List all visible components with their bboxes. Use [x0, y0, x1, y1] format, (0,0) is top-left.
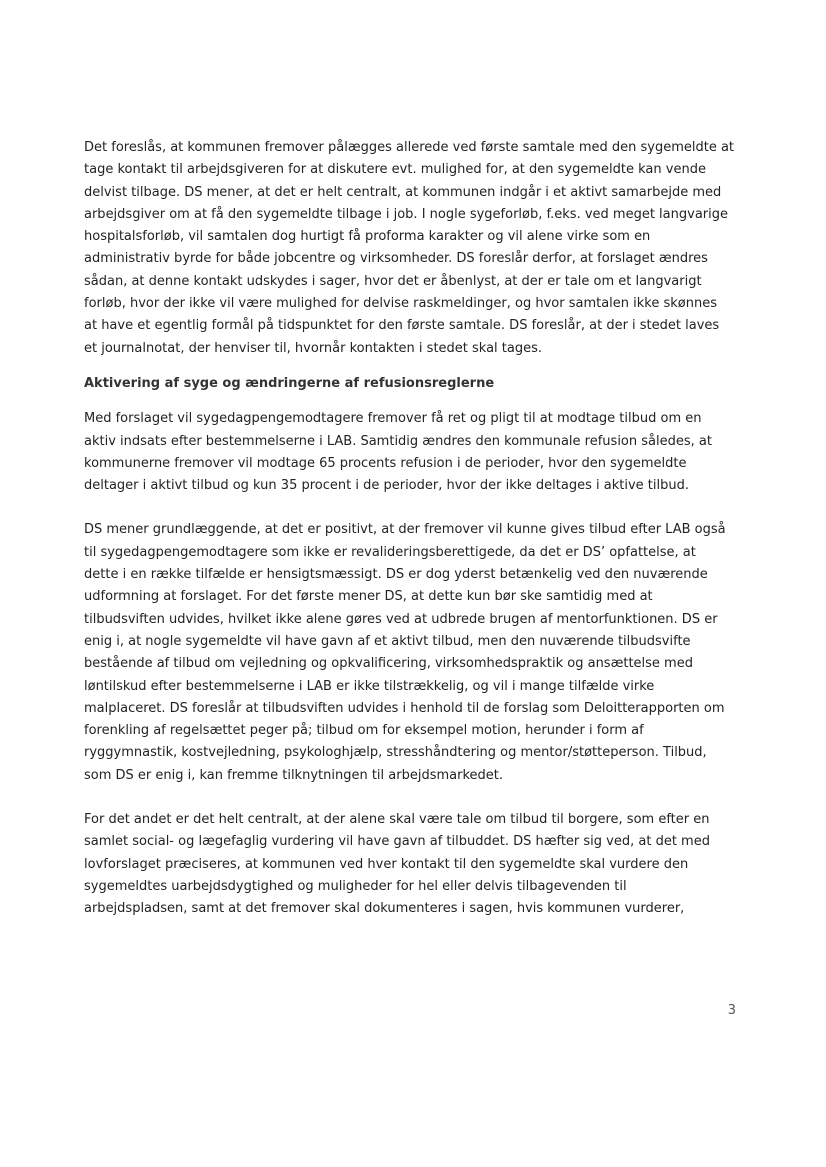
paragraph-assessment: For det andet er det helt centralt, at der alene skal være tale om tilbud til borgere, som efter en samlet social- og lægefaglig vurdering vil have gavn af tilbuddet. DS hæfter sig ved, at det med lovforslaget præciseres, at kommunen ved hver kontakt til den sygemeldte skal vurdere den sygemeldtes uarbejdsdygtighed og muligheder for hel eller delvis tilbagevenden til arbejdspladsen, samt at det fremover skal dokumenteres i sagen, hvis kommunen vurderer,	[84, 812, 710, 917]
document-body	[84, 137, 734, 921]
paragraph-first-contact: Det foreslås, at kommunen fremover pålægges allerede ved første samtale med den sygemeldte at tage kontakt til arbejdsgiveren for at diskutere evt. mulighed for, at den sygemeldte kan vende delvist tilbage. DS mener, at det er helt centralt, at kommunen indgår i et aktivt samarbejde med arbejdsgiver om at få den sygemeldte tilbage i job. I nogle sygeforløb, f.eks. ved meget langvarige hospitalsforløb, vil samtalen dog hurtigt få proforma karakter og vil alene virke som en administrativ byrde for både jobcentre og virksomheder. DS foreslår derfor, at forslaget ændres sådan, at denne kontakt udskydes i sager, hvor det er åbenlyst, at der er tale om et langvarigt forløb, hvor der ikke vil være mulighed for delvise raskmeldinger, og hvor samtalen ikke skønnes at have et egentlig formål på tidspunktet for den første samtale. DS foreslår, at der i stedet laves et journalnotat, der henviser til, hvornår kontakten i stedet skal tages.	[84, 140, 735, 356]
page-number: 3	[727, 1003, 736, 1018]
paragraph-lab-offers: DS mener grundlæggende, at det er positivt, at der fremover vil kunne gives tilbud efter LAB også til sygedagpengemodtagere som ikke er revalideringsberettigede, da det er DS’ opfattelse, at dette i en række tilfælde er hensigtsmæssigt. DS er dog yderst betænkelig ved den nuværende udformning at forslaget. For det første mener DS, at dette kun bør ske samtidig med at tilbudsviften udvides, hvilket ikke alene gøres ved at udbrede brugen af mentorfunktionen. DS er enig i, at nogle sygemeldte vil have gavn af et aktivt tilbud, men den nuværende tilbudsvifte bestående af tilbud om vejledning og opkvalificering, virksomhedspraktik og ansættelse med løntilskud efter bestemmelserne i LAB er ikke tilstrækkelig, og vil i mange tilfælde virke malplaceret. DS foreslår at tilbudsviften udvides i henhold til de forslag som Deloitterapporten om forenkling af regelsættet peger på; tilbud om for eksempel motion, herunder i form af ryggymnastik, kostvejledning, psykologhjælp, stresshåndtering og mentor/støtteperson. Tilbud, som DS er enig i, kan fremme tilknytningen til arbejdsmarkedet.	[84, 522, 726, 783]
section-heading: Aktivering af syge og ændringerne af refusionsreglerne	[84, 375, 495, 391]
paragraph-refusion: Med forslaget vil sygedagpengemodtagere fremover få ret og pligt til at modtage tilbud om en aktiv indsats efter bestemmelserne i LAB. Samtidig ændres den kommunale refusion således, at kommunerne fremover vil modtage 65 procents refusion i de perioder, hvor den sygemeldte deltager i aktivt tilbud og kun 35 procent i de perioder, hvor der ikke deltages i aktive tilbud.	[84, 411, 712, 494]
